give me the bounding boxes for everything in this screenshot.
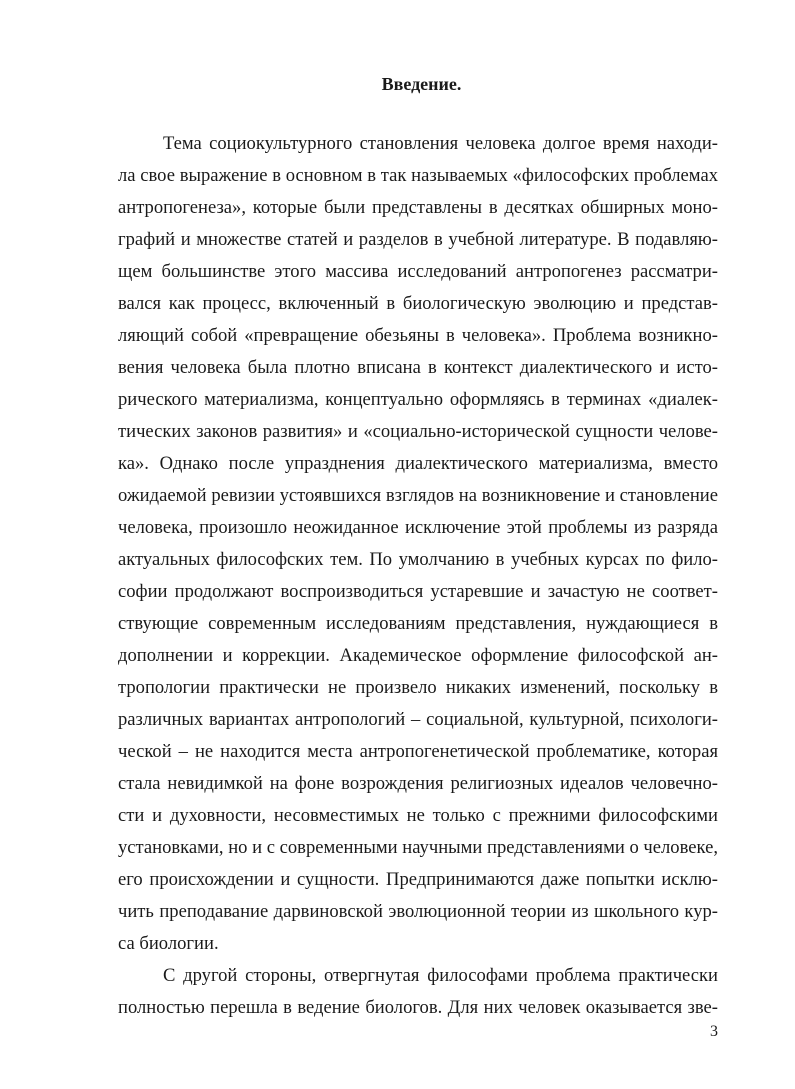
text-line: полностью перешла в ведение биологов. Для них человек оказывается зве-: [118, 997, 718, 1018]
text-line: щем большинстве этого массива исследований антропогенез рассматри-: [118, 261, 718, 282]
text-line: актуальных философских тем. По умолчанию в учебных курсах по фило-: [118, 549, 718, 570]
text-line: вения человека была плотно вписана в контекст диалектического и исто-: [118, 357, 718, 378]
page-number: 3: [710, 1023, 718, 1040]
text-line: ла свое выражение в основном в так называемых «философских проблемах: [118, 165, 718, 186]
text-line: софии продолжают воспроизводиться устаревшие и зачастую не соответ-: [118, 581, 718, 602]
text-line: ожидаемой ревизии устоявшихся взглядов на возникновение и становление: [118, 485, 718, 506]
text-line: сти и духовности, несовместимых не только с прежними философскими: [118, 805, 718, 826]
text-line: человека, произошло неожиданное исключение этой проблемы из разряда: [118, 517, 718, 538]
text-line: антропогенеза», которые были представлены в десятках обширных моно-: [118, 197, 718, 218]
text-line: стала невидимкой на фоне возрождения религиозных идеалов человечно-: [118, 773, 718, 794]
page-title: Введение.: [381, 74, 462, 94]
text-line: дополнении и коррекции. Академическое оформление философской ан-: [118, 645, 718, 666]
text-line: са биологии.: [118, 933, 219, 954]
text-line: С другой стороны, отвергнутая философами проблема практически: [163, 965, 718, 986]
text-line: графий и множестве статей и разделов в учебной литературе. В подавляю-: [118, 229, 718, 250]
text-line: ляющий собой «превращение обезьяны в человека». Проблема возникно-: [118, 325, 718, 346]
text-line: ствующие современным исследованиям представления, нуждающиеся в: [118, 613, 718, 634]
text-line: его происхождении и сущности. Предпринимаются даже попытки исклю-: [118, 869, 718, 890]
text-line: вался как процесс, включенный в биологическую эволюцию и представ-: [118, 293, 718, 314]
text-line: установками, но и с современными научными представлениями о человеке,: [118, 837, 718, 858]
text-line: ческой – не находится места антропогенетической проблематике, которая: [118, 741, 718, 762]
text-line: ка». Однако после упразднения диалектического материализма, вместо: [118, 453, 718, 474]
text-line: различных вариантах антропологий – социальной, культурной, психологи-: [118, 709, 718, 730]
text-line: Тема социокультурного становления человека долгое время находи-: [163, 133, 718, 154]
text-line: рического материализма, концептуально оформляясь в терминах «диалек-: [118, 389, 718, 410]
text-line: чить преподавание дарвиновской эволюционной теории из школьного кур-: [118, 901, 718, 922]
text-line: тропологии практически не произвело никаких изменений, поскольку в: [118, 677, 718, 698]
text-line: тических законов развития» и «социально-исторической сущности челове-: [118, 421, 718, 442]
